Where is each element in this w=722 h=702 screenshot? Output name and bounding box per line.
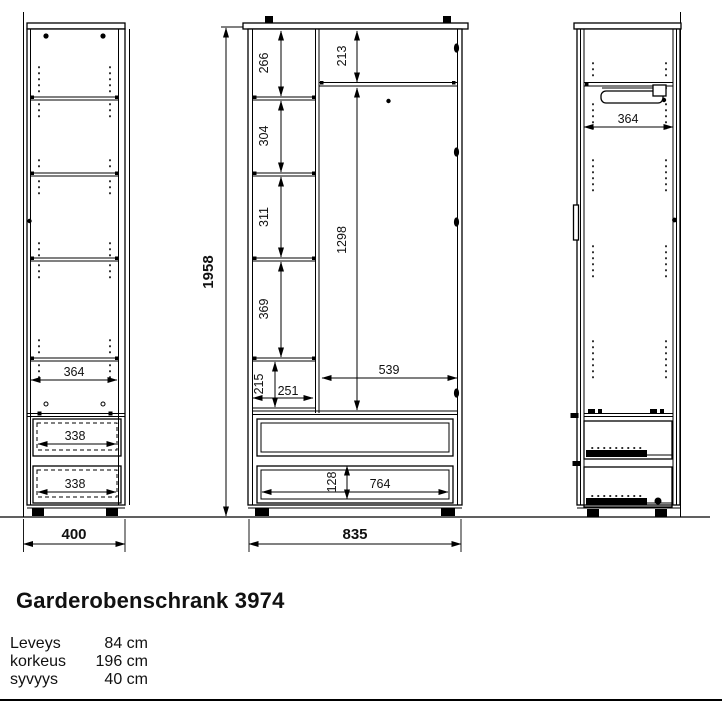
front-total-width-label: 835 (342, 526, 368, 543)
top-bracket (443, 16, 451, 23)
foot (255, 508, 269, 516)
side-left-depth-label: 400 (61, 526, 87, 543)
spec-label: korkeus (10, 653, 67, 670)
door-handle (574, 205, 579, 240)
front-comp1-label: 266 (257, 52, 271, 74)
spec-value: 84 cm (104, 635, 148, 652)
bottom-divider (0, 699, 722, 701)
foot (441, 508, 455, 516)
front-drawer-height-label: 128 (325, 471, 339, 493)
spec-label: Leveys (10, 635, 61, 652)
spec-value: 196 cm (95, 653, 148, 670)
top-bracket (265, 16, 273, 23)
front-top-right-label: 213 (335, 45, 349, 67)
door-handle-side (27, 219, 31, 223)
front-drawer-width-label: 764 (369, 477, 391, 491)
clothes-rail-side (601, 85, 667, 103)
cam-bolt-hole (100, 33, 105, 38)
front-comp2-label: 304 (257, 125, 271, 147)
front-comp4-label: 369 (257, 298, 271, 320)
spec-row-height (10, 653, 148, 671)
spec-label: syvyys (10, 671, 58, 688)
side-left-drawer-top-label: 338 (64, 429, 86, 443)
side-view-left (24, 12, 130, 552)
cam-bolt-hole (43, 33, 48, 38)
front-hanging-width-label: 539 (378, 363, 400, 377)
spec-row-width (10, 635, 148, 653)
spec-table (10, 635, 148, 689)
side-left-drawer-bottom-label: 338 (64, 477, 86, 491)
side-right-rail-width-label: 364 (617, 112, 639, 126)
side-view-right (571, 12, 682, 517)
spec-row-depth (10, 671, 148, 689)
foot (32, 508, 44, 516)
front-comp3-label: 311 (257, 207, 271, 227)
foot (587, 509, 599, 517)
total-height-label: 1958 (200, 255, 217, 289)
front-hanging-height-label: 1298 (335, 226, 349, 254)
foot (655, 509, 667, 517)
foot (106, 508, 118, 516)
side-left-shelf-width-label: 364 (63, 365, 85, 379)
overall-height-dimension (200, 27, 248, 516)
front-comp5-label: 215 (252, 373, 266, 395)
front-view (243, 16, 468, 552)
front-shelf-small-label: 251 (277, 384, 299, 398)
knob (672, 218, 677, 223)
spec-value: 40 cm (104, 671, 148, 688)
drawing-title: Garderobenschrank 3974 (16, 588, 285, 613)
